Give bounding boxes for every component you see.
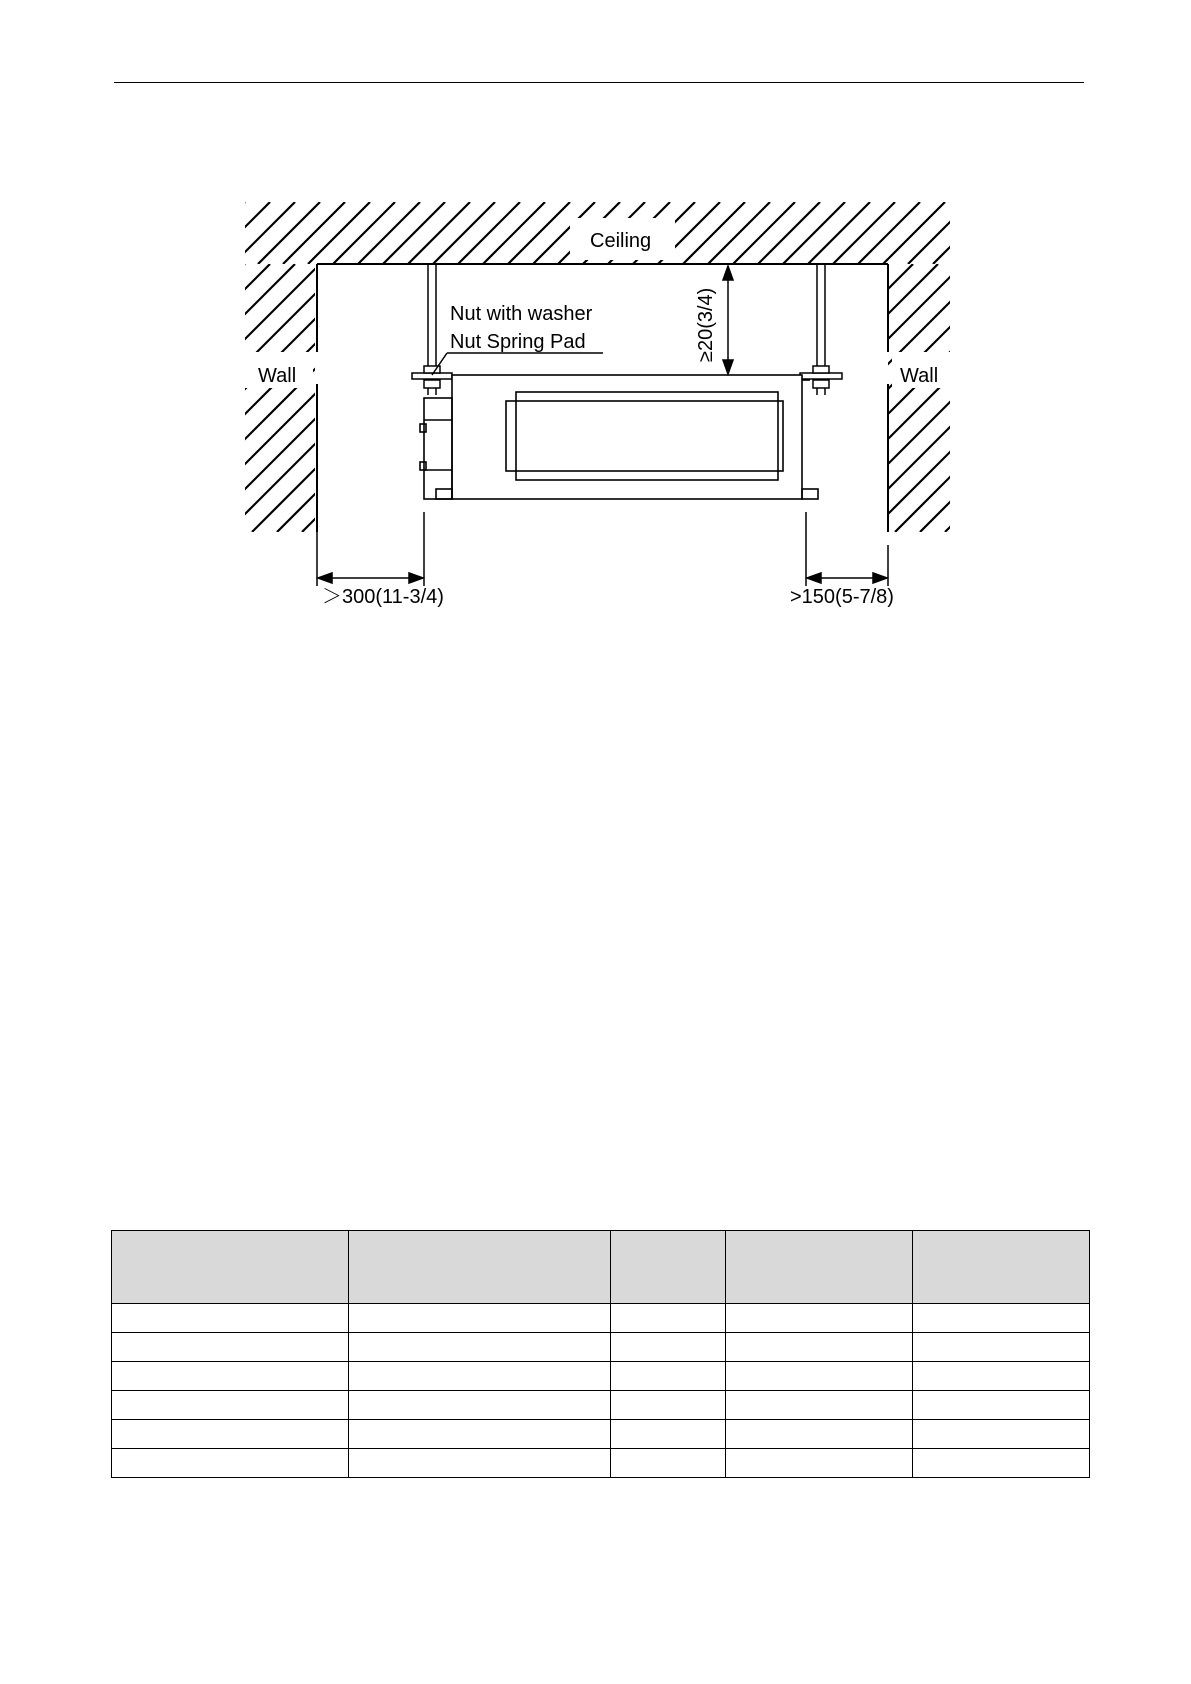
hatch-line xyxy=(845,264,1113,532)
hatch-line xyxy=(1070,264,1191,532)
table-cell xyxy=(726,1362,913,1391)
wall-left-label: Wall xyxy=(258,365,297,387)
hatch-line xyxy=(258,202,320,264)
hatch-line xyxy=(683,202,745,264)
hatch-line xyxy=(27,264,295,532)
hatch-line xyxy=(808,202,870,264)
hatch-line xyxy=(783,202,845,264)
hatch-line xyxy=(0,264,245,532)
hatch-line xyxy=(383,202,445,264)
table-cell xyxy=(913,1449,1090,1478)
hatch-line xyxy=(308,202,370,264)
table-cell xyxy=(112,1391,349,1420)
nut-leader-line xyxy=(432,353,603,375)
hatch-line xyxy=(358,202,420,264)
table-cell xyxy=(349,1362,611,1391)
hatch-line xyxy=(483,202,545,264)
hatch-line xyxy=(945,264,1191,532)
table-header-cell xyxy=(112,1231,349,1304)
table-cell xyxy=(726,1449,913,1478)
table-header-cell xyxy=(349,1231,611,1304)
hatch-line xyxy=(1020,264,1191,532)
table-header-row xyxy=(112,1231,1090,1304)
hatch-line xyxy=(920,264,1188,532)
top-clearance-label: ≥20(3/4) xyxy=(695,287,717,362)
table-cell xyxy=(349,1449,611,1478)
hatch-line xyxy=(208,202,270,264)
hatch-line xyxy=(758,202,820,264)
hatch-line xyxy=(933,202,995,264)
hatch-line xyxy=(983,202,1045,264)
hatch-line xyxy=(283,202,345,264)
top-clearance-dimension xyxy=(723,266,733,374)
right-clearance-dimension xyxy=(806,512,888,586)
ceiling-label: Ceiling xyxy=(590,230,652,252)
table-cell xyxy=(611,1420,726,1449)
hatch-line xyxy=(958,202,1020,264)
table-cell xyxy=(611,1362,726,1391)
hatch-line xyxy=(508,202,570,264)
left-clearance-dimension xyxy=(317,512,424,586)
hatch-line xyxy=(2,264,270,532)
hatch-line xyxy=(152,264,420,532)
table-cell xyxy=(726,1420,913,1449)
nut-spring-pad-label: Nut Spring Pad xyxy=(450,331,586,353)
hatch-line xyxy=(408,202,470,264)
table-cell xyxy=(112,1333,349,1362)
table-cell xyxy=(726,1304,913,1333)
hatch-line xyxy=(908,202,970,264)
table-cell xyxy=(611,1449,726,1478)
hatch-line xyxy=(77,264,345,532)
table-row xyxy=(112,1391,1090,1420)
table-cell xyxy=(112,1362,349,1391)
hatch-line xyxy=(1095,264,1191,532)
hatch-line xyxy=(233,202,295,264)
right-clearance-label: >150(5-7/8) xyxy=(790,586,894,608)
hatch-line xyxy=(795,264,1063,532)
table-cell xyxy=(112,1420,349,1449)
hatch-line xyxy=(127,264,395,532)
hatch-line xyxy=(995,264,1191,532)
table-cell xyxy=(913,1420,1090,1449)
table-cell xyxy=(913,1362,1090,1391)
hatch-line xyxy=(333,202,395,264)
hatch-line xyxy=(458,202,520,264)
hatch-line xyxy=(1120,264,1191,532)
table-cell xyxy=(913,1333,1090,1362)
installation-clearance-diagram xyxy=(0,0,1191,700)
table-cell xyxy=(726,1391,913,1420)
nut-washer-label: Nut with washer xyxy=(450,303,593,325)
hatch-line xyxy=(102,264,370,532)
table-cell xyxy=(112,1449,349,1478)
table-row xyxy=(112,1304,1090,1333)
table-cell xyxy=(349,1391,611,1420)
hatch-line xyxy=(858,202,920,264)
table-cell xyxy=(611,1333,726,1362)
hatch-line xyxy=(1008,202,1070,264)
hatch-line xyxy=(870,264,1138,532)
table-header-cell xyxy=(611,1231,726,1304)
table-row xyxy=(112,1420,1090,1449)
table-header-cell xyxy=(726,1231,913,1304)
table-cell xyxy=(913,1304,1090,1333)
hatch-line xyxy=(177,264,445,532)
table-cell xyxy=(611,1391,726,1420)
table-row xyxy=(112,1449,1090,1478)
hatch-line xyxy=(883,202,945,264)
wall-right-label: Wall xyxy=(900,365,939,387)
hatch-line xyxy=(770,264,1038,532)
table-cell xyxy=(349,1420,611,1449)
table-cell xyxy=(913,1391,1090,1420)
table-cell xyxy=(611,1304,726,1333)
table-cell xyxy=(726,1333,913,1362)
left-clearance-label: ＞300(11-3/4) xyxy=(322,586,444,608)
hatch-line xyxy=(733,202,795,264)
table-cell xyxy=(349,1304,611,1333)
hatch-line xyxy=(1170,264,1191,532)
hatch-line xyxy=(970,264,1191,532)
hatch-line xyxy=(1045,264,1191,532)
table-row xyxy=(112,1362,1090,1391)
hatch-line xyxy=(708,202,770,264)
hatch-line xyxy=(433,202,495,264)
spec-table xyxy=(111,1230,1090,1478)
hatch-line xyxy=(895,264,1163,532)
table-cell xyxy=(112,1304,349,1333)
table-row xyxy=(112,1333,1090,1362)
hatch-line xyxy=(52,264,320,532)
table-header-cell xyxy=(913,1231,1090,1304)
hatch-line xyxy=(1145,264,1191,532)
hatch-line xyxy=(833,202,895,264)
hatch-line xyxy=(183,202,245,264)
table-cell xyxy=(349,1333,611,1362)
hatch-line xyxy=(820,264,1088,532)
